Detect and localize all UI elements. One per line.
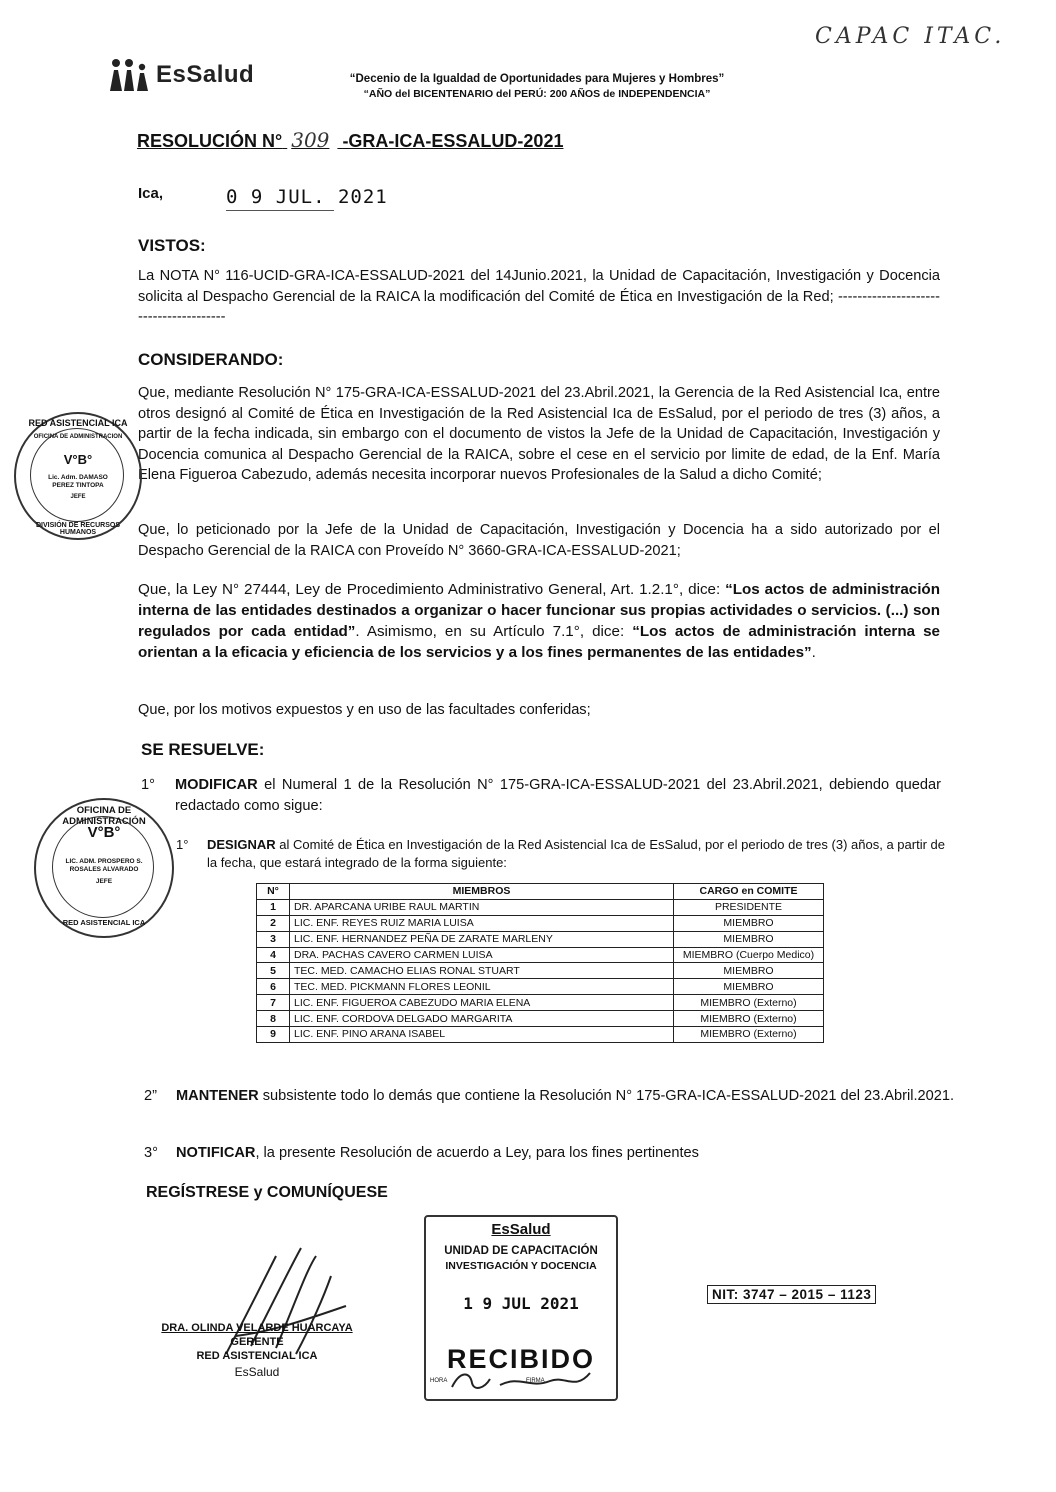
signatory-name: DRA. OLINDA VELARDE HUARCAYA [161, 1322, 353, 1334]
essalud-people-icon [108, 58, 150, 92]
table-row [257, 1027, 824, 1043]
decree-line-1: “Decenio de la Igualdad de Oportunidades para Mujeres y Hombres” [349, 73, 725, 85]
member-role: MIEMBRO (Externo) [674, 1027, 824, 1043]
seal-2-role: JEFE [95, 878, 113, 885]
date-underline [226, 210, 334, 211]
sub1-number: 1° [176, 837, 189, 852]
member-role: MIEMBRO [674, 915, 824, 931]
ley-quote-1: “Los actos de administración interna de las entidades destinados a organizar o hacer funcionar sus propias actividades o servicios. (...) son regulados por cada entidad” [138, 581, 940, 640]
resolution-title [137, 128, 563, 152]
vistos-heading: VISTOS: [138, 236, 206, 255]
member-role: MIEMBRO [674, 979, 824, 995]
item3-verb: NOTIFICAR [176, 1145, 256, 1161]
table-row [257, 995, 824, 1011]
sub1-body: al Comité de Ética en Investigación de la Red Asistencial Ica de EsSalud, por el periodo de tres (3) años, a partir de la fecha, que estará integrado de la forma siguiente: [207, 837, 945, 870]
considerando-p4: Que, por los motivos expuestos y en uso de las facultades conferidas; [138, 702, 591, 718]
member-role: MIEMBRO (Externo) [674, 995, 824, 1011]
vobo-seal-2 [34, 798, 174, 938]
date-stamp: 0 9 JUL. 2021 [226, 186, 388, 208]
received-stamp [424, 1215, 618, 1401]
item3-number: 3° [144, 1145, 158, 1161]
row-number: 6 [257, 979, 290, 995]
member-role: MIEMBRO (Cuerpo Medico) [674, 947, 824, 963]
decree-heading [322, 72, 752, 102]
member-name: LIC. ENF. CORDOVA DELGADO MARGARITA [290, 1011, 674, 1027]
table-row [257, 947, 824, 963]
item2-verb: MANTENER [176, 1088, 259, 1104]
item1-body: el Numeral 1 de la Resolución N° 175-GRA-ICA-ESSALUD-2021 del 23.Abril.2021, debiendo quedar redactado como sigue: [175, 777, 941, 814]
member-role: MIEMBRO [674, 963, 824, 979]
seal-2-top-text: OFICINA DE ADMINISTRACIÓN [62, 805, 146, 827]
row-number: 7 [257, 995, 290, 1011]
seal-2-name: LIC. ADM. PROSPERO S. ROSALES ALVARADO [65, 858, 143, 873]
table-row [257, 1011, 824, 1027]
vobo-seal-1 [14, 412, 142, 540]
header-members: MIEMBROS [290, 884, 674, 900]
sub1-verb: DESIGNAR [207, 837, 276, 852]
received-stamp-word: RECIBIDO [446, 1344, 595, 1374]
member-name: LIC. ENF. PINO ARANA ISABEL [290, 1027, 674, 1043]
seal-1-top-text: RED ASISTENCIAL ICA [28, 418, 128, 428]
signatory-brand: EsSalud [234, 1365, 280, 1379]
received-stamp-line-1: UNIDAD DE CAPACITACIÓN [444, 1245, 598, 1257]
essalud-logo [108, 58, 254, 92]
considerando-heading: CONSIDERANDO: [138, 350, 284, 369]
received-handwriting [450, 1367, 610, 1395]
member-name: TEC. MED. CAMACHO ELIAS RONAL STUART [290, 963, 674, 979]
received-stamp-firma: FIRMA [526, 1378, 545, 1384]
item3-text [176, 1143, 956, 1164]
sub1-text [207, 836, 945, 872]
item1-number: 1° [141, 777, 155, 793]
seal-2-vobo: V°B° [87, 824, 121, 841]
considerando-p2: Que, lo peticionado por la Jefe de la Unidad de Capacitación, Investigación y Docencia ha a sido autorizado por el Despacho Gerencial de la RAICA con Proveído N° 3660-GRA-ICA-ESSALUD-2021; [138, 522, 940, 559]
row-number: 2 [257, 915, 290, 931]
considerando-p3 [138, 579, 940, 663]
handwritten-note: CAPAC ITAC. [815, 24, 1006, 49]
seal-1-vobo: V°B° [63, 452, 93, 467]
item2-number: 2” [144, 1088, 157, 1104]
member-name: DRA. PACHAS CAVERO CARMEN LUISA [290, 947, 674, 963]
header-number: N° [257, 884, 290, 900]
member-name: LIC. ENF. FIGUEROA CABEZUDO MARIA ELENA [290, 995, 674, 1011]
table-row [257, 979, 824, 995]
received-stamp-line-2: INVESTIGACIÓN Y DOCENCIA [445, 1260, 597, 1272]
considerando-p1: Que, mediante Resolución N° 175-GRA-ICA-ESSALUD-2021 del 23.Abril.2021, la Gerencia de la Red Asistencial Ica, entre otros designó al Comité de Ética en Investigación de la Red Asistencial Ica de EsSalud, por el periodo de tres (3) años, a partir de la fecha indicada, sin embargo con el documento de vistos la Jefe de la Unidad de Capacitación, Investigación y Docencia comunica al Despacho Gerencial de la RAICA, sobre el cese en el servicio por limite de edad, de la Enf. María Elena Figueroa Cabezudo, además necesita incorporar nuevos Profesionales de la Salud a dicho Comité; [138, 385, 940, 483]
signatory-block [157, 1321, 357, 1379]
members-table [256, 883, 824, 1043]
resolution-prefix: RESOLUCIÓN N° [137, 131, 283, 151]
row-number: 5 [257, 963, 290, 979]
member-role: MIEMBRO (Externo) [674, 1011, 824, 1027]
table-row [257, 915, 824, 931]
seal-2-bottom-text: RED ASISTENCIAL ICA [62, 918, 146, 927]
ley-quote-2: “Los actos de administración interna se orientan a la eficacia y eficiencia de los servicios y a los fines permanentes de las entidades” [138, 623, 940, 661]
table-row [257, 899, 824, 915]
row-number: 4 [257, 947, 290, 963]
row-number: 8 [257, 1011, 290, 1027]
table-row [257, 931, 824, 947]
received-stamp-date: 1 9 JUL 2021 [463, 1294, 579, 1313]
closing-text: REGÍSTRESE y COMUNÍQUESE [146, 1184, 388, 1201]
nit-code: NIT: 3747 – 2015 – 1123 [707, 1285, 876, 1304]
seal-1-bottom-text: DIVISIÓN DE RECURSOS HUMANOS [35, 522, 120, 536]
ley-intro: Que, la Ley N° 27444, Ley de Procedimiento Administrativo General, Art. 1.2.1°, dice: [138, 581, 726, 598]
item2-text [176, 1086, 956, 1107]
seal-1-name: Lic. Adm. DAMASO PEREZ TINTOPA [48, 474, 108, 489]
received-stamp-brand: EsSalud [491, 1221, 551, 1238]
seal-1-role: JEFE [70, 494, 86, 500]
table-row [257, 963, 824, 979]
member-name: DR. APARCANA URIBE RAUL MARTIN [290, 899, 674, 915]
member-name: LIC. ENF. REYES RUIZ MARIA LUISA [290, 915, 674, 931]
vistos-text: La NOTA N° 116-UCID-GRA-ICA-ESSALUD-2021 del 14Junio.2021, la Unidad de Capacitación, Investigación y Docencia solicita al Despacho Gerencial de la RAICA la modificación del Comité de Ética en Investigación de la Red; --------------------------------------- [138, 268, 940, 325]
member-name: TEC. MED. PICKMANN FLORES LEONIL [290, 979, 674, 995]
item1-text [175, 775, 941, 816]
row-number: 1 [257, 899, 290, 915]
resolution-suffix: -GRA-ICA-ESSALUD-2021 [342, 131, 564, 151]
resuelve-heading: SE RESUELVE: [141, 740, 265, 759]
item2-body: subsistente todo lo demás que contiene la Resolución N° 175-GRA-ICA-ESSALUD-2021 del 23.Abril.2021. [258, 1088, 955, 1104]
seal-1-inner-text: OFICINA DE ADMINISTRACION [33, 434, 123, 440]
member-role: PRESIDENTE [674, 899, 824, 915]
ley-middle: . Asimismo, en su Artículo 7.1°, dice: [355, 623, 633, 640]
decree-line-2: “AÑO del BICENTENARIO del PERÚ: 200 AÑOS de INDEPENDENCIA” [363, 88, 711, 100]
member-role: MIEMBRO [674, 931, 824, 947]
signatory-role: GERENTE [230, 1336, 284, 1348]
member-name: LIC. ENF. HERNANDEZ PEÑA DE ZARATE MARLENY [290, 931, 674, 947]
item3-body: , la presente Resolución de acuerdo a Ley, para los fines pertinentes [255, 1145, 699, 1161]
signatory-org: RED ASISTENCIAL ICA [196, 1350, 318, 1362]
row-number: 3 [257, 931, 290, 947]
received-stamp-hora: HORA [430, 1378, 448, 1384]
row-number: 9 [257, 1027, 290, 1043]
ley-end: . [811, 644, 816, 661]
header-role: CARGO en COMITE [674, 884, 824, 900]
item1-verb: MODIFICAR [175, 777, 258, 793]
resolution-number: 309 [291, 128, 330, 152]
logo-text: EsSalud [156, 61, 255, 88]
city-label: Ica, [138, 185, 164, 202]
table-header-row [257, 884, 824, 900]
